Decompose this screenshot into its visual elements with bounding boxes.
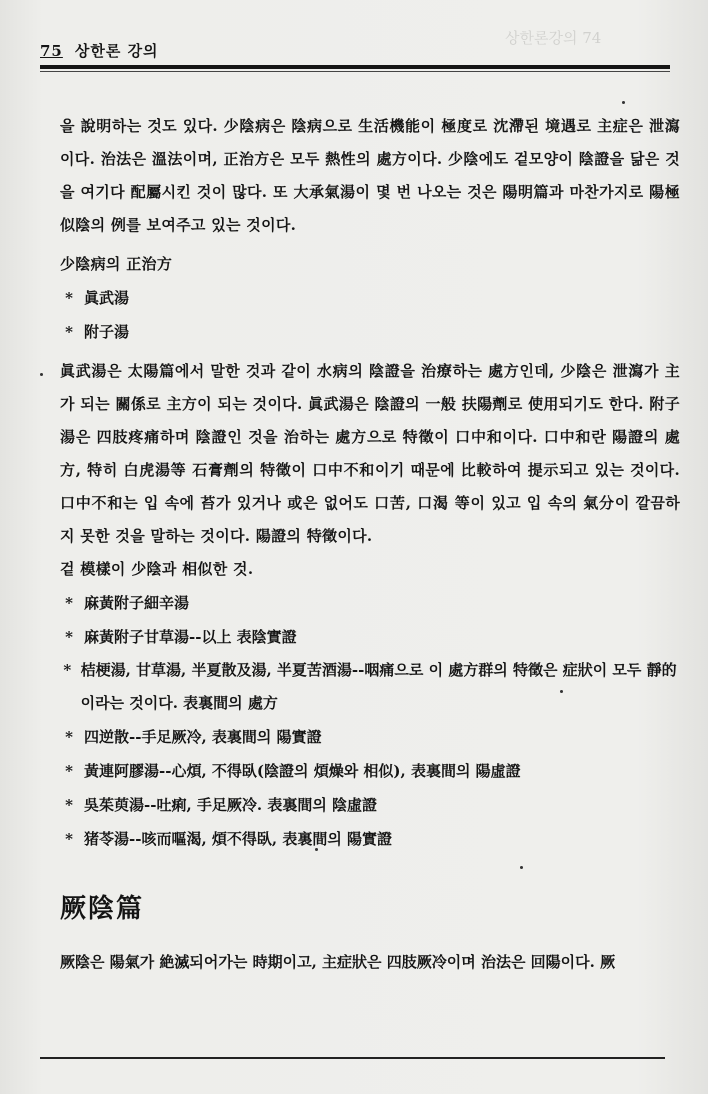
list-item-text: 吳茱萸湯--吐痢, 手足厥冷. 表裏間의 陰虛證 [84, 796, 378, 814]
scan-speck [520, 866, 523, 869]
paragraph-zhenwu: 眞武湯은 太陽篇에서 말한 것과 같이 水病의 陰證을 治療하는 處方인데, 少陰은 泄瀉가 主가 되는 關係로 主方이 되는 것이다. 眞武湯은 陰證의 一般 扶陽劑로 使用되기도 한다. 附子湯은 四肢疼痛하며 陰證인 것을 治하는 處方으로 特徵이 口中和이다. 口中和란 陽證의 處方, 特히 白虎湯等 石膏劑의 特徵이 口中不和이기 때문에 比較하여 提示되고 있는 것이다. 口中不和는 입 속에 苔가 있거나 或은 없어도 口苦, 口渴 等이 있고 입 속의 氣分이 깔끔하지 못한 것을 말하는 것이다. 陽證의 特徵이다. [60, 362, 680, 545]
bullet-mark: * [63, 661, 72, 679]
main-text [60, 110, 680, 856]
scan-speck [560, 690, 563, 693]
bullet-mark: * [65, 594, 73, 612]
header-rule [40, 65, 670, 69]
section-first-line: 厥陰은 陽氣가 絶滅되어가는 時期이고, 主症狀은 四肢厥冷이며 治法은 回陽이다. 厥 [60, 953, 616, 971]
zhengzhi-heading: 少陰病의 正治方 [60, 255, 173, 273]
running-header [40, 40, 159, 61]
page-number: 75 [40, 42, 63, 60]
list-item-text: 四逆散--手足厥冷, 表裏間의 陽實證 [84, 728, 322, 746]
footer-rule [40, 1057, 665, 1059]
list-item [60, 822, 680, 856]
list-item [60, 620, 680, 654]
section-title: 厥陰篇 [60, 894, 145, 924]
scan-speck [315, 848, 318, 851]
header-rule-thin [40, 71, 670, 72]
bullet-mark: * [65, 830, 73, 848]
scan-speck [40, 373, 43, 376]
bullet-mark: * [65, 323, 73, 341]
list-item [60, 654, 680, 720]
bleed-through-header: 상한론강의 74 [505, 29, 602, 47]
list-item [60, 586, 680, 620]
list-item [60, 281, 680, 315]
running-title: 상한론 강의 [74, 42, 159, 60]
bullet-mark: * [65, 628, 73, 646]
list-item [60, 788, 680, 822]
list-item-text: 猪苓湯--咳而嘔渴, 煩不得臥, 表裏間의 陽實證 [84, 830, 393, 848]
list-item-text: 眞武湯 [84, 289, 130, 307]
list-item-text: 麻黃附子甘草湯--以上 表陰實證 [84, 628, 297, 646]
bullet-mark: * [65, 796, 73, 814]
list-item [60, 720, 680, 754]
list-item [60, 315, 680, 349]
list-item-text: 桔梗湯, 甘草湯, 半夏散及湯, 半夏苦酒湯--咽痛으로 이 處方群의 特徵은 症狀이 모두 靜的이라는 것이다. 表裏間의 處方 [80, 661, 677, 712]
list-item-text: 附子湯 [84, 323, 130, 341]
paragraph-intro: 을 說明하는 것도 있다. 少陰病은 陰病으로 生活機能이 極度로 沈滯된 境遇로 主症은 泄瀉이다. 治法은 溫法이며, 正治方은 모두 熱性의 處方이다. 少陰에도 겉모양이 陰證을 닮은 것을 여기다 配屬시킨 것이 많다. 또 大承氣湯이 몇 번 나오는 것은 陽明篇과 마찬가지로 陽極似陰의 例를 보여주고 있는 것이다. [60, 117, 680, 234]
bullet-mark: * [65, 762, 73, 780]
bullet-mark: * [65, 728, 73, 746]
scan-speck [622, 101, 625, 104]
list-item [60, 754, 680, 788]
list-item-text: 黃連阿膠湯--心煩, 不得臥(陰證의 煩燥와 相似), 表裏間의 陽虛證 [84, 762, 521, 780]
similar-heading: 겉 模樣이 少陰과 相似한 것. [60, 560, 254, 578]
bullet-mark: * [65, 289, 73, 307]
list-item-text: 麻黃附子細辛湯 [84, 594, 190, 612]
